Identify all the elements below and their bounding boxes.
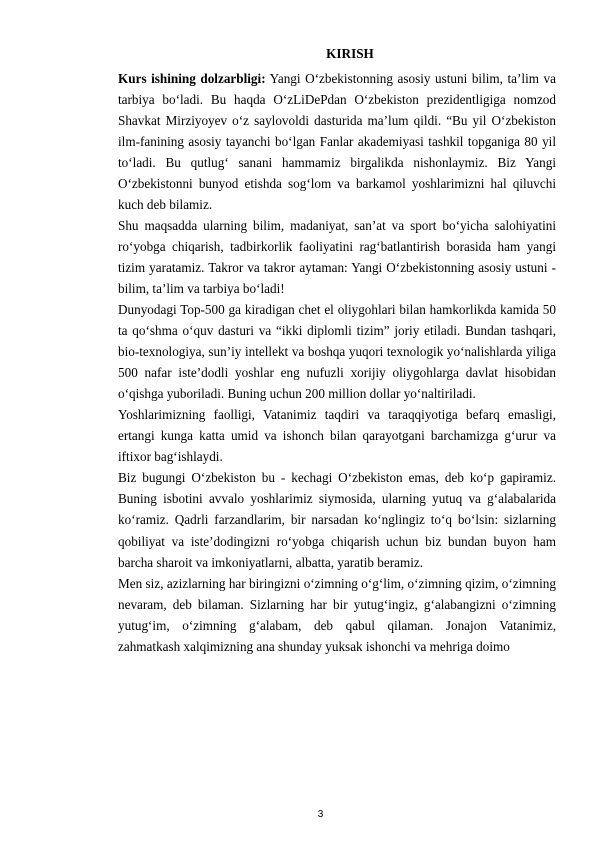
page-content — [118, 47, 556, 657]
paragraph-4 — [118, 404, 556, 467]
paragraph-text: Dunyodagi Top-500 ga kiradigan chet el oliygohlari bilan hamkorlikda kamida 50 ta qo‘shma o‘quv dasturi va “ikki diplomli tizim” joriy etiladi. Bundan tashqari, bio-texnologiya, sun’iy intellekt va boshqa yuqori texnologik yo‘nalishlarda yiliga 500 nafar iste’dodli yoshlar eng nufuzli xorijiy oliygohlarga davlat hisobidan o‘qishga yuboriladi. Buning uchun 200 million dollar yo‘naltiriladi. — [118, 302, 556, 402]
paragraph-text: Biz bugungi O‘zbekiston bu - kechagi O‘zbekiston emas, deb ko‘p gapiramiz. Buning isbotini avvalo yoshlarimiz siymosida, ularning yutuq va g‘alabalarida ko‘ramiz. Qadrli farzandlarim, bir narsadan ko‘nglingiz to‘q bo‘lsin: sizlarning qobiliyat va iste’dodingizni ro‘yobga chiqarish uchun biz bundan buyon ham barcha sharoit va imkoniyatlarni, albatta, yaratib beramiz. — [118, 470, 556, 570]
paragraph-1 — [118, 68, 556, 215]
paragraph-3 — [118, 299, 556, 404]
paragraph-lead: Kurs ishining dolzarbligi: — [118, 70, 266, 86]
paragraph-text: Shu maqsadda ularning bilim, madaniyat, san’at va sport bo‘yicha salohiyatini ro‘yobga chiqarish, tadbirkorlik faoliyatini rag‘batlantirish borasida ham yangi tizim yaratamiz. Takror va takror aytaman: Yangi O‘zbekistonning asosiy ustuni - bilim, ta’lim va tarbiya bo‘ladi! — [118, 217, 556, 296]
paragraph-text: Men siz, azizlarning har biringizni o‘zimning o‘g‘lim, o‘zimning qizim, o‘zimning nevaram, deb bilaman. Sizlarning har bir yutug‘ingiz, g‘alabangizni o‘zimning yutug‘im, o‘zimning g‘alabam, deb qabul qilaman. Jonajon Vatanimiz, zahmatkash xalqimizning ana shunday yuksak ishonchi va mehriga doimo — [118, 575, 556, 654]
page-number: 3 — [317, 809, 324, 820]
paragraph-6 — [118, 573, 556, 657]
paragraph-5 — [118, 467, 556, 572]
page-title: KIRISH — [326, 46, 374, 61]
paragraph-2 — [118, 215, 556, 299]
paragraph-text: Yangi O‘zbekistonning asosiy ustuni bilim, ta’lim va tarbiya bo‘ladi. Bu haqda O‘zLiDePdan O‘zbekiston prezidentligiga nomzod Shavkat Mirziyoyev o‘z saylovoldi dasturida ma’lum qildi. “Bu yil O‘zbekiston ilm-fanining asosiy tayanchi bo‘lgan Fanlar akademiyasi tashkil topganiga 80 yil to‘ladi. Bu qutlug‘ sanani hammamiz birgalikda nishonlaymiz. Biz Yangi O‘zbekistonni bunyod etishda sog‘lom va barkamol yoshlarimizni hal qiluvchi kuch deb bilamiz. — [118, 70, 556, 212]
paragraph-text: Yoshlarimizning faolligi, Vatanimiz taqdiri va taraqqiyotiga befarq emasligi, ertangi kunga katta umid va ishonch bilan qarayotgani barchamizga g‘urur va iftixor bag‘ishlaydi. — [118, 407, 556, 465]
